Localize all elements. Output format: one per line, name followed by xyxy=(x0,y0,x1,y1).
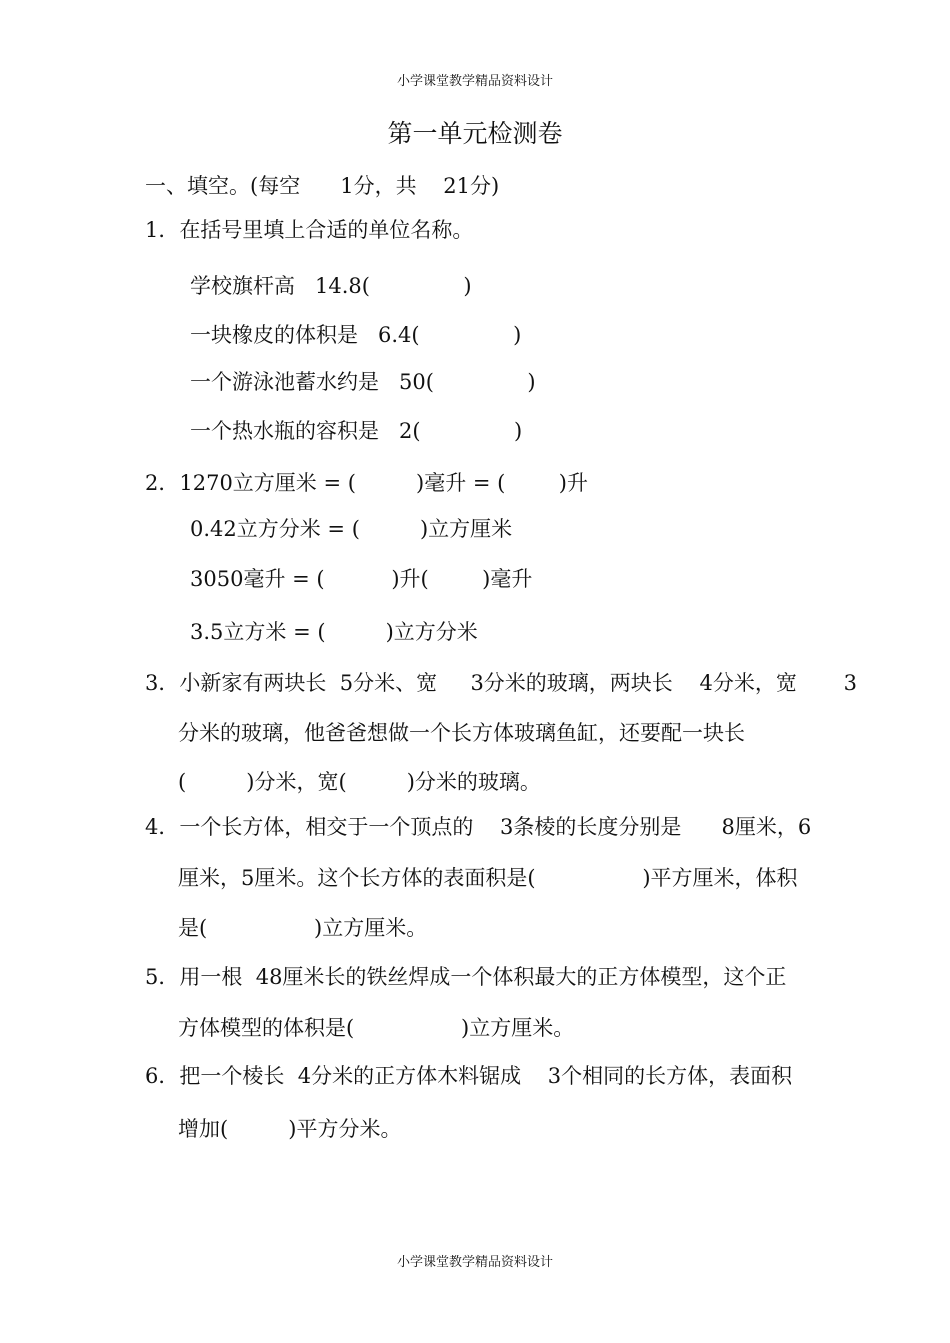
page-title: 第一单元检测卷 xyxy=(387,119,563,148)
question-1-item-3: 一个游泳池蓄水约是 50( ) xyxy=(190,370,536,394)
question-4-line-3: 是( )立方厘米。 xyxy=(178,916,428,940)
question-1-item-1: 学校旗杆高 14.8( ) xyxy=(190,274,472,298)
question-2-line-4: 3.5立方米 = ( )立方分米 xyxy=(190,620,478,644)
question-4-line-2: 厘米，5厘米。这个长方体的表面积是( )平方厘米，体积 xyxy=(178,866,798,890)
question-3-line-2: 分米的玻璃，他爸爸想做一个长方体玻璃鱼缸，还要配一块长 xyxy=(178,721,745,745)
question-3-line-3: ( )分米，宽( )分米的玻璃。 xyxy=(178,770,541,794)
question-1-prompt: 1．在括号里填上合适的单位名称。 xyxy=(145,218,474,242)
question-2-line-1: 2．1270立方厘米 = ( )毫升 = ( )升 xyxy=(145,471,588,495)
question-5-line-2: 方体模型的体积是( )立方厘米。 xyxy=(178,1016,575,1040)
question-4-line-1: 4．一个长方体，相交于一个顶点的 3条棱的长度分别是 8厘米，6 xyxy=(145,815,812,839)
question-2-line-3: 3050毫升 = ( )升( )毫升 xyxy=(190,567,533,591)
question-6-line-2: 增加( )平方分米。 xyxy=(178,1117,402,1141)
page-footer: 小学课堂教学精品资料设计 xyxy=(396,1255,553,1270)
question-2-line-2: 0.42立方分米 = ( )立方厘米 xyxy=(190,517,513,541)
question-5-line-1: 5．用一根 48厘米长的铁丝焊成一个体积最大的正方体模型，这个正 xyxy=(145,965,787,989)
page-header: 小学课堂教学精品资料设计 xyxy=(396,74,553,89)
question-1-item-2: 一块橡皮的体积是 6.4( ) xyxy=(190,323,522,347)
section-heading: 一、填空。(每空 1分，共 21分) xyxy=(145,174,500,198)
question-3-line-1: 3．小新家有两块长 5分米、宽 3分米的玻璃，两块长 4分米，宽 3 xyxy=(145,671,857,695)
question-1-item-4: 一个热水瓶的容积是 2( ) xyxy=(190,419,523,443)
question-6-line-1: 6．把一个棱长 4分米的正方体木料锯成 3个相同的长方体，表面积 xyxy=(145,1064,793,1088)
